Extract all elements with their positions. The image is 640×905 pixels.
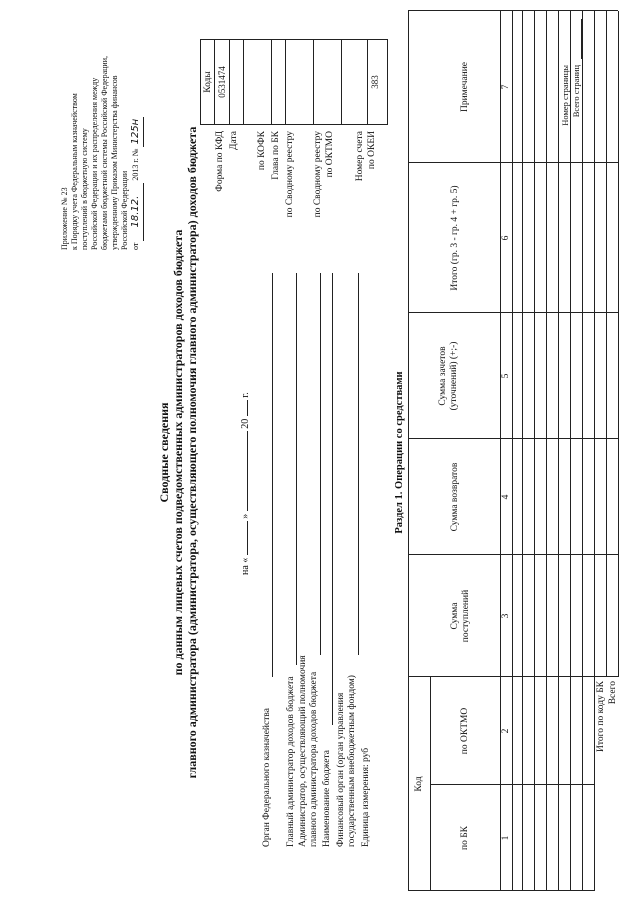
report-date-line: [240, 392, 251, 575]
appendix-line: Российской Федерации: [120, 170, 129, 250]
date-year-suffix: г.: [240, 392, 251, 398]
pages-total-field[interactable]: [581, 19, 582, 59]
chief-administrator-label: Главный администратор доходов бюджета: [286, 676, 296, 847]
code-group-header: Код: [414, 776, 424, 792]
page-number-label: Номер страницы: [560, 65, 570, 126]
order-date: 18.12.: [130, 183, 144, 241]
col-oktmo-header: по ОКТМО: [460, 707, 470, 755]
chief-administrator-field[interactable]: [296, 273, 297, 665]
finance-body-label: Финансовый орган (орган управления: [336, 692, 346, 847]
col-receipts-header: Сумма поступлений: [450, 589, 471, 643]
col-total-header: Итого (гр. 3 - гр. 4 + гр. 5): [450, 185, 460, 291]
date-label: Дата: [229, 131, 239, 150]
col-notes-header: Примечание: [460, 61, 470, 113]
col-bk-header: по БК: [460, 826, 470, 851]
col-num-1: 1: [501, 835, 511, 841]
codes-header: Коды: [203, 71, 213, 93]
col-num-6: 6: [501, 235, 511, 241]
order-number: 125н: [130, 117, 144, 147]
bk-head-label: Глава по БК: [271, 131, 281, 180]
finance-body-field[interactable]: [358, 273, 359, 655]
operations-table: [408, 11, 640, 891]
total-by-bk-label: Итого по коду БК: [596, 681, 606, 752]
form-kfd-label: Форма по КФД: [215, 131, 225, 192]
treasury-body-field[interactable]: [272, 273, 273, 677]
account-number-label: Номер счета: [355, 131, 365, 182]
col-num-4: 4: [501, 494, 511, 500]
oktmo-label: по ОКТМО: [325, 131, 335, 178]
summary-registry-label-2: по Сводному реестру: [313, 131, 323, 218]
finance-body-label-2: государственным внебюджетным фондом): [347, 675, 357, 847]
unit-label: Единица измерения: руб: [361, 747, 371, 847]
date-open-quote: на «: [240, 557, 251, 575]
document-subtitle-2: главного администратора (администратора, осуществляющего полномочия главного администратора) доходов бюджета: [185, 126, 199, 779]
codes-box: [200, 39, 388, 125]
appendix-line: к Порядку учета Федеральным казначейством: [70, 93, 79, 250]
appendix-line: Приложение № 23: [60, 187, 69, 250]
appendix-line: Российской Федерации и их распределения между: [90, 77, 99, 250]
budget-name-field[interactable]: [332, 273, 333, 725]
treasury-body-label: Орган Федерального казначейства: [262, 708, 272, 847]
section-title: Раздел 1. Операции со средствами: [394, 371, 405, 534]
date-close-quote: »: [240, 513, 251, 519]
grand-total-label: Всего: [608, 681, 618, 705]
appendix-date-line: [130, 10, 144, 250]
page-number-field[interactable]: [570, 19, 571, 59]
appendix-line: утвержденному Приказом Министерства финансов: [110, 75, 119, 250]
col-num-5: 5: [501, 373, 511, 379]
col-num-3: 3: [501, 613, 511, 619]
col-refunds-header: Сумма возвратов: [450, 462, 460, 532]
kofk-label: по КОФК: [257, 131, 267, 171]
order-year: 2013 г. №: [131, 148, 140, 181]
administrator-label: Администратор, осуществляющий полномочия: [298, 655, 308, 847]
administrator-label-2: главного администратора доходов бюджета: [309, 671, 319, 847]
form-code-value: 0531474: [217, 66, 227, 98]
pages-total-label: Всего страниц: [571, 65, 581, 118]
col-offsets-header: Сумма зачетов (уточнений) (+;-): [438, 341, 459, 411]
appendix-note: [60, 10, 144, 250]
administrator-field[interactable]: [320, 273, 321, 655]
date-century: 20: [240, 418, 251, 429]
appendix-line: поступлений в бюджетную систему: [80, 128, 89, 250]
col-num-2: 2: [501, 728, 511, 734]
okei-code-value: 383: [370, 75, 380, 89]
okei-label: по ОКЕИ: [367, 131, 377, 170]
date-prefix: от: [131, 242, 140, 250]
col-num-7: 7: [501, 84, 511, 90]
document-title: Сводные сведения: [157, 402, 171, 503]
summary-registry-label: по Сводному реестру: [285, 131, 295, 218]
document-subtitle: по данным лицевых счетов подведомственных администраторов доходов бюджета: [171, 229, 185, 676]
appendix-line: бюджетами бюджетной системы Российской Федерации,: [100, 56, 109, 250]
budget-name-label: Наименование бюджета: [322, 750, 332, 847]
